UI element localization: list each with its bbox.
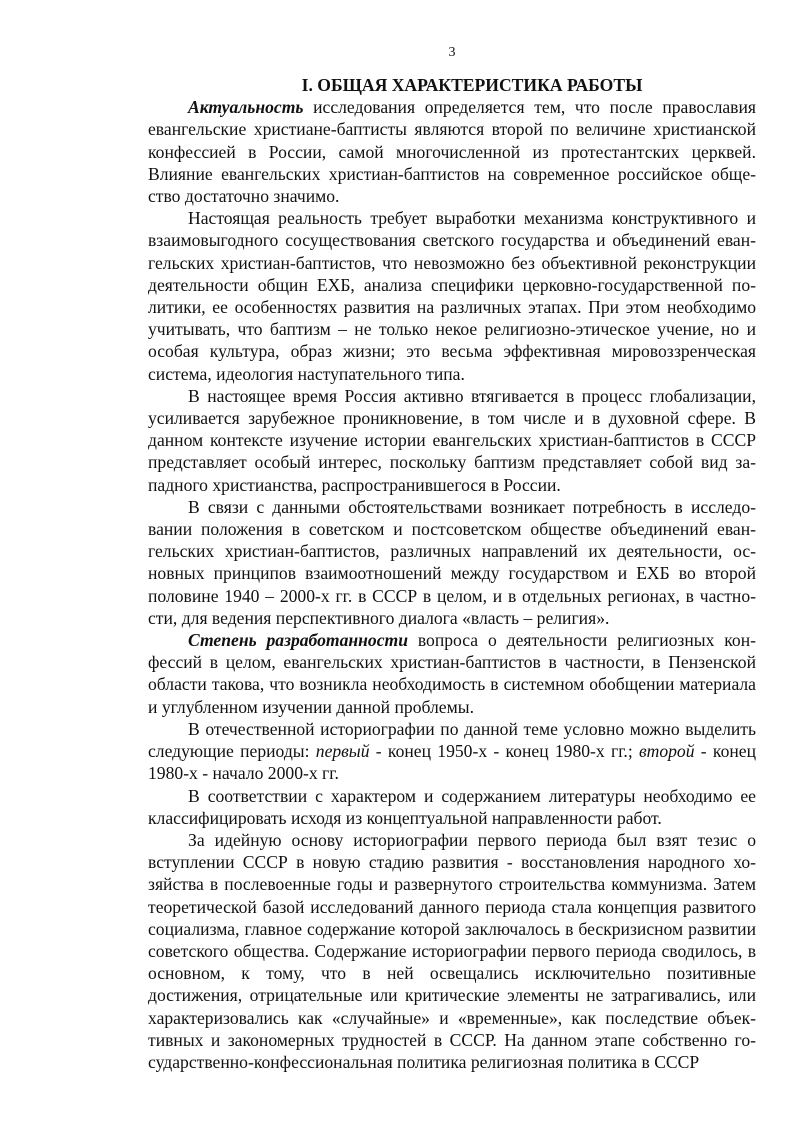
paragraph-text: вопроса о деятельности религиозных конфессий в целом, евангельских христиан-баптистов в частности, в Пензенской области такова, что возникла необходимость в системном обобщении материала и углубленном изучении данной проблемы. [148,630,756,717]
period-second: второй [639,741,695,762]
paragraph-degree [148,629,756,718]
paragraph-need: В связи с данными обстоятельствами возникает потребность в исследовании положения в советском и постсоветском обществе объединений евангельских христиан-баптистов, различных направлений их деятельности, основных принципов взаимоотношений между государством и ЕХБ во второй половине 1940 – 2000-х гг. в СССР в целом, и в отдельных регионах, в частности, для ведения перспективного диалога «власть – религия». [148,496,756,628]
paragraph-relevance [148,96,756,207]
period-first: первый [315,741,370,762]
periods-mid: - конец 1950-х - конец 1980-х гг.; [369,741,639,762]
paragraph-globalization: В настоящее время Россия активно втягивается в процесс глобализации, усиливается зарубежное проникновение, в том числе и в духовной сфере. В данном контексте изучение истории евангельских христиан-баптистов в СССР представляет особый интерес, поскольку баптизм представляет собой вид западного христианства, распространившегося в России. [148,385,756,495]
section-title: I. ОБЩАЯ ХАРАКТЕРИСТИКА РАБОТЫ [301,75,643,95]
paragraph-periods [148,718,756,785]
document-page [148,44,756,1073]
paragraph-text: исследования определяется тем, что после православия евангельские христиане-баптисты являются второй по величине христианской конфессией в России, самой многочисленной из протестантских церквей. Влияние евангельских христиан-баптистов на современное российское общество достаточно значимо. [148,97,756,207]
page-number: 3 [448,45,456,60]
paragraph-classification: В соответствии с характером и содержанием литературы необходимо ее классифицировать исходя из концептуальной направленности работ. [148,785,756,828]
periods-lead: В отечественной историографии по данной теме условно можно выделить следующие периоды: [148,718,756,762]
term-relevance: Актуальность [188,97,304,118]
paragraph-reality: Настоящая реальность требует выработки механизма конструктивного и взаимовыгодного сосуществования светского государства и объединений евангельских христиан-баптистов, что невозможно без объективной реконструкции деятельности общин ЕХБ, анализа специфики церковно-государственной политики, ее особенностях развития на различных этапах. При этом необходимо учитывать, что баптизм – не только некое религиозно-этическое учение, но и особая культура, образ жизни; это весьма эффективная мировоззренческая система, идеология наступательного типа. [148,208,756,384]
paragraph-historiography: За идейную основу историографии первого периода был взят тезис о вступлении СССР в новую стадию развития - восстановления народного хозяйства в послевоенные годы и развернутого строительства коммунизма. Затем теоретической базой исследований данного периода стала концепция развитого социализма, главное содержание которой заключалось в бескризисном развитии советского общества. Содержание историографии первого периода сводилось, в основном, к тому, что в ней освещались исключительно позитивные достижения, отрицательные или критические элементы не затрагивались, или характеризовались как «случайные» и «временные», как последствие объективных и закономерных трудностей в СССР. На данном этапе собственно государственно-конфессиональная политика религиозная политика в СССР [148,829,756,1072]
term-degree: Степень разработанности [188,630,408,651]
periods-tail: - конец 1980-х - начало 2000-х гг. [148,741,757,784]
